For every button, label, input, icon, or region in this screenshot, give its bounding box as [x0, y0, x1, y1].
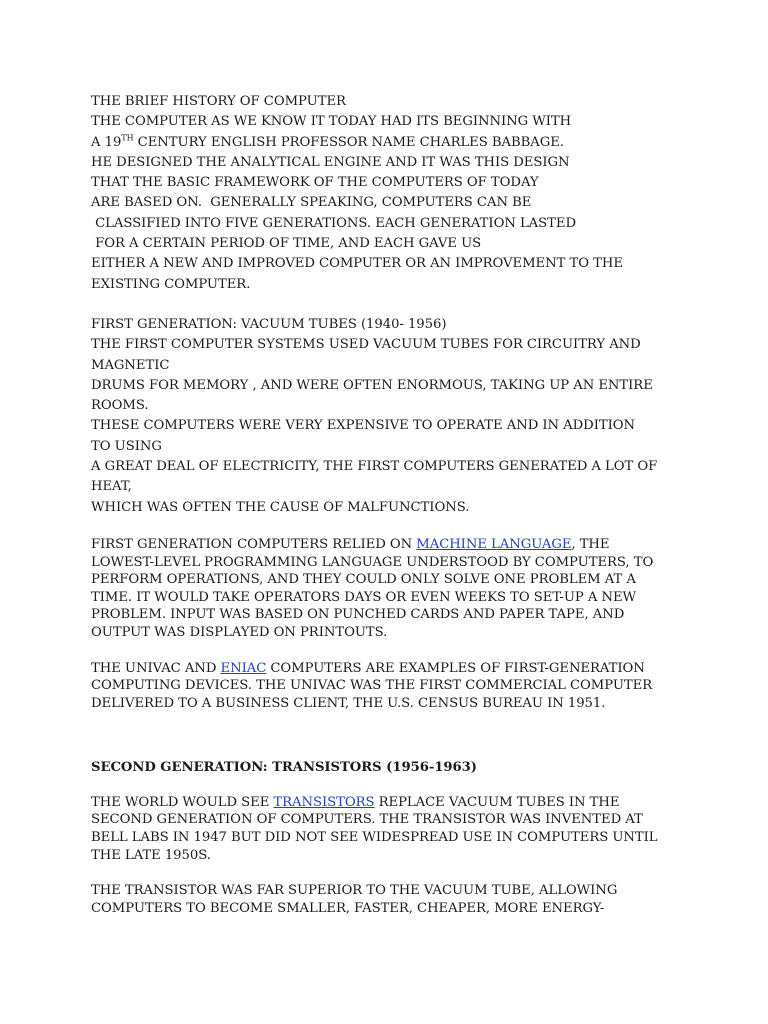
text-fragment: FIRST GENERATION COMPUTERS RELIED ON — [91, 536, 417, 552]
text-fragment: A 19 — [91, 134, 122, 150]
text-line: MAGNETIC — [91, 357, 170, 373]
first-generation-section — [91, 315, 691, 518]
text-line: DELIVERED TO A BUSINESS CLIENT, THE U.S. CENSUS BUREAU IN 1951. — [91, 695, 606, 711]
text-line: CLASSIFIED INTO FIVE GENERATIONS. EACH GENERATION LASTED — [91, 215, 576, 231]
machine-language-link[interactable]: MACHINE LANGUAGE — [416, 536, 572, 552]
text-fragment: THE UNIVAC AND — [91, 660, 221, 676]
text-line: ARE BASED ON. GENERALLY SPEAKING, COMPUTERS CAN BE — [91, 195, 532, 211]
spacer — [91, 295, 691, 315]
text-fragment: COMPUTERS ARE EXAMPLES OF FIRST-GENERATION — [266, 660, 645, 676]
text-line: THE TRANSISTOR WAS FAR SUPERIOR TO THE VACUUM TUBE, ALLOWING — [91, 883, 618, 899]
text-line: BELL LABS IN 1947 BUT DID NOT SEE WIDESPREAD USE IN COMPUTERS UNTIL — [91, 830, 658, 846]
text-line: HE DESIGNED THE ANALYTICAL ENGINE AND IT WAS THIS DESIGN — [91, 154, 570, 170]
text-line: TO USING — [91, 438, 162, 454]
text-line: A GREAT DEAL OF ELECTRICITY, THE FIRST COMPUTERS GENERATED A LOT OF — [91, 459, 658, 475]
text-line — [91, 794, 691, 812]
machine-language-paragraph — [91, 536, 691, 642]
text-line: COMPUTING DEVICES. THE UNIVAC WAS THE FIRST COMMERCIAL COMPUTER — [91, 678, 653, 694]
transistors-link[interactable]: TRANSISTORS — [273, 794, 375, 810]
text-fragment: THE WORLD WOULD SEE — [91, 794, 274, 810]
text-line: THESE COMPUTERS WERE VERY EXPENSIVE TO OPERATE AND IN ADDITION — [91, 418, 636, 434]
eniac-link[interactable]: ENIAC — [220, 660, 267, 676]
text-line: EXISTING COMPUTER. — [91, 276, 251, 292]
document-title: THE BRIEF HISTORY OF COMPUTER — [91, 94, 346, 109]
text-line: THAT THE BASIC FRAMEWORK OF THE COMPUTERS OF TODAY — [91, 175, 539, 191]
text-line — [91, 660, 691, 678]
spacer — [91, 864, 691, 882]
text-line: LOWEST-LEVEL PROGRAMMING LANGUAGE UNDERSTOOD BY COMPUTERS, TO — [91, 554, 654, 570]
text-line — [91, 133, 691, 153]
text-line: HEAT, — [91, 479, 132, 495]
text-line — [91, 536, 691, 554]
text-line: PROBLEM. INPUT WAS BASED ON PUNCHED CARDS AND PAPER TAPE, AND — [91, 607, 625, 623]
text-line: SECOND GENERATION OF COMPUTERS. THE TRANSISTOR WAS INVENTED AT — [91, 812, 643, 828]
text-line: THE FIRST COMPUTER SYSTEMS USED VACUUM TUBES FOR CIRCUITRY AND — [91, 337, 641, 353]
spacer — [91, 712, 691, 759]
intro-paragraph — [91, 92, 691, 295]
text-line: EITHER A NEW AND IMPROVED COMPUTER OR AN IMPROVEMENT TO THE — [91, 256, 623, 272]
section-heading: FIRST GENERATION: VACUUM TUBES (1940- 1956) — [91, 316, 447, 332]
text-line: DRUMS FOR MEMORY , AND WERE OFTEN ENORMOUS, TAKING UP AN ENTIRE — [91, 377, 653, 393]
text-line: THE COMPUTER AS WE KNOW IT TODAY HAD ITS BEGINNING WITH — [91, 114, 572, 130]
text-line: ROOMS. — [91, 398, 149, 414]
second-generation-section — [91, 759, 691, 917]
text-line: COMPUTERS TO BECOME SMALLER, FASTER, CHEAPER, MORE ENERGY- — [91, 900, 605, 916]
univac-paragraph — [91, 660, 691, 713]
text-line: WHICH WAS OFTEN THE CAUSE OF MALFUNCTIONS. — [91, 499, 470, 515]
superscript: TH — [121, 133, 134, 143]
text-fragment: REPLACE VACUUM TUBES IN THE — [374, 794, 620, 810]
text-line: TIME. IT WOULD TAKE OPERATORS DAYS OR EVEN WEEKS TO SET-UP A NEW — [91, 589, 637, 605]
text-line: THE LATE 1950S. — [91, 847, 211, 863]
text-fragment: CENTURY ENGLISH PROFESSOR NAME CHARLES BABBAGE. — [133, 134, 564, 150]
document-page — [91, 92, 691, 917]
spacer — [91, 518, 691, 536]
text-fragment: , THE — [571, 536, 610, 552]
section-heading: SECOND GENERATION: TRANSISTORS (1956-1963) — [91, 760, 477, 776]
text-line: OUTPUT WAS DISPLAYED ON PRINTOUTS. — [91, 624, 388, 640]
spacer — [91, 777, 691, 794]
spacer — [91, 642, 691, 660]
text-line: FOR A CERTAIN PERIOD OF TIME, AND EACH GAVE US — [91, 236, 482, 252]
text-line: PERFORM OPERATIONS, AND THEY COULD ONLY SOLVE ONE PROBLEM AT A — [91, 572, 636, 588]
